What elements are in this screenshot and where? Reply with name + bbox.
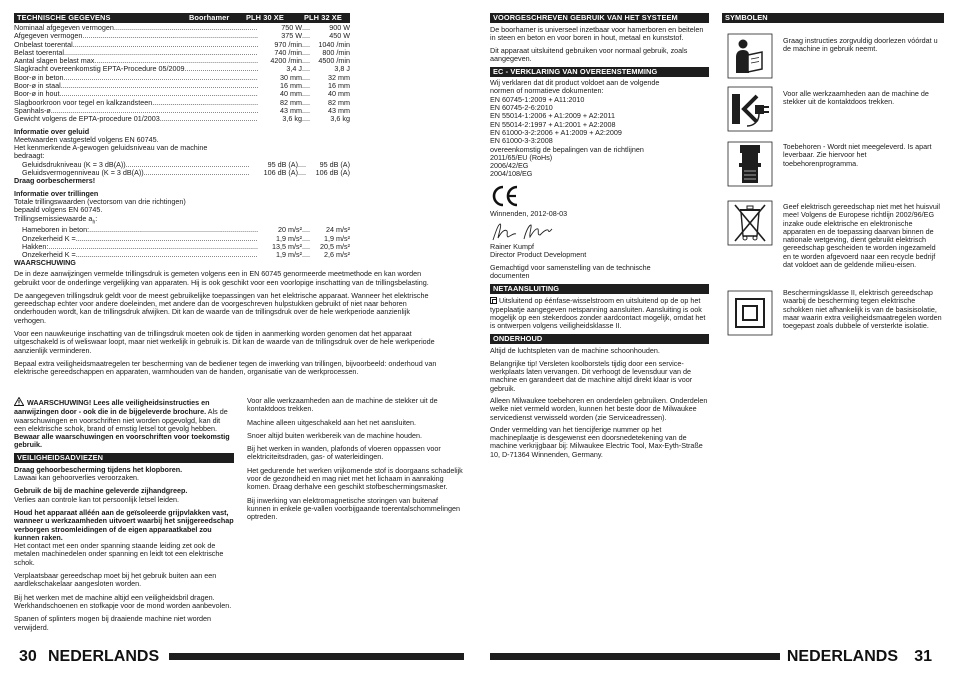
safety-header: VEILIGHEIDSADVIEZEN (14, 453, 234, 463)
vibration-intro (14, 198, 350, 215)
ec-line: 2004/108/EG (490, 169, 533, 179)
safety-item (14, 466, 234, 483)
signer-name: Rainer Kumpf (490, 242, 534, 252)
row-leader (126, 161, 250, 169)
warning-paragraph: Bepaal extra veiligheidsmaatregelen ter bescherming van de bediener tegen de inwerking van trillingen, bijvoorbeeld: onderhoud van elektrische gereedschappen en apparaten, warmhouden van de handen, organisatie van de werkprocessen. (14, 358, 437, 377)
row-label: Spanhals-ø (14, 105, 51, 115)
row-value-1: 970 /min (274, 39, 302, 49)
page-number-left: 30 (19, 648, 37, 665)
row-label: Geluidsvermogenniveau (K = 3 dB(A)) (22, 168, 144, 178)
row-label: Afgegeven vermogen (14, 31, 83, 41)
warning-paragraph: De in deze aanwijzingen vermelde trillingsdruk is gemeten volgens een in EN 60745 genormeerde meetmethode en kan worden gebruikt voor de onderlinge vergelijking van apparaten. Hij is ook geschikt voor een voorlopige inschatting van de trillingsbelasting. (14, 269, 429, 287)
safety-item (14, 487, 234, 504)
left-warning-section (14, 259, 438, 382)
vibration-line: Totale trillingswaarden (vectorsom van drie richtingen) (14, 196, 186, 206)
safety-item-text: Verplaatsbaar gereedschap moet bij het gebruik buiten aan een aardlekschakelaar aangesloten worden. (14, 571, 217, 589)
safety-items-list (14, 466, 234, 632)
row-leader (73, 41, 258, 49)
row-leader-2 (302, 82, 310, 90)
safety-item: Het gedurende het werken vrijkomende stof is doorgaans schadelijk voor de gezondheid en mag niet met het lichaam in aanraking komen. Draag derhalve een geschikt stofbeschermingsmasker. (247, 465, 463, 492)
doc-auth-line: documenten (490, 270, 530, 280)
tech-data-header (14, 13, 350, 23)
symbols-header: SYMBOLEN (722, 13, 944, 23)
safety-item-bold: Gebruik de bij de machine geleverde zijhandgreep. (14, 486, 188, 496)
signature (490, 221, 709, 243)
symbol-text-class-ii: Beschermingsklasse II, elektrisch gereedschap waarbij de bescherming tegen elektrische schokken niet afhankelijk is van de basisisolatie, maar waarin extra veiligheidsmaatregelen worden toegepast zoals dubbele of versterkte isolatie. (783, 288, 942, 331)
safety-item: Voor alle werkzaamheden aan de machine de stekker uit de kontaktdoos trekken. (247, 396, 438, 414)
warning-paragraphs (14, 270, 438, 376)
ec-line: EN 61000-3-3:2008 (490, 136, 553, 146)
row-leader (64, 74, 258, 82)
left-safety-column-1 (14, 397, 234, 637)
row-label: Slagkracht overeenkomstig EPTA-Procedure 05/2009 (14, 64, 185, 74)
intended-use-paragraph: Dit apparaat uitsluitend gebruiken voor normaal gebruik, zoals aangegeven. (490, 45, 688, 63)
safety-item (14, 594, 234, 611)
row-leader (144, 169, 250, 177)
warning-paragraph: De aangegeven trillingsdruk geldt voor de meest gebruikelijke toepassingen van het elektrische apparaat. Wanneer het elektrische gereedschap echter voor andere doeleinden, met andere dan de voorgeschreven hulpstukken gebruikt of niet naar behoren onderhouden wordt, kan de trillingsdruk afwijken. Dit kan de waarde van de trillingsdruk over de hele werkperiode aanzienlijk verhogen. (14, 290, 429, 325)
read-manual-icon (727, 33, 773, 79)
noise-title: Informatie over geluid (14, 126, 90, 136)
data-row (14, 115, 350, 123)
page-number-right: 31 (914, 648, 932, 665)
row-value-2: 1,9 m/s² (324, 233, 350, 243)
noise-intro (14, 136, 350, 161)
row-leader-2 (302, 57, 310, 65)
symbol-text-weee: Geef elektrisch gereedschap niet met het huisvuil mee! Volgens de Europese richtlijn 2002/96/EG inzake oude elektrische en elektronische apparaten en de toepassing daarvan binnen de nationale wetgeving, dient gebruikt elektrisch gereedschap gescheiden te worden ingezameld en te worden afgevoerd naar een recycle bedrijf dat voldoet aan de geldende milieu-eisen. (783, 202, 941, 270)
symbol-text-read-manual: Graag instructies zorgvuldig doorlezen vóórdat u de machine in gebruik neemt. (783, 36, 938, 54)
ce-mark-icon (490, 185, 520, 207)
row-value-1: 30 mm (280, 72, 302, 82)
noise-line: Het kenmerkende A-gewogen geluidsniveau van de machine (14, 143, 208, 153)
row-value-2: 40 mm (328, 89, 350, 99)
row-leader-2 (298, 169, 306, 177)
row-label: Aantal slagen belast max. (14, 56, 97, 66)
safety-item: Machine alleen uitgeschakeld aan het net aansluiten. (247, 417, 417, 427)
safety-item (14, 615, 234, 632)
safety-item-text: Lawaai kan gehoorverlies veroorzaken. (14, 473, 140, 483)
language-label-right: NEDERLANDS (786, 648, 898, 665)
row-value-1: 375 W (281, 31, 302, 41)
row-value-1: 1,9 m/s² (276, 233, 302, 243)
row-leader-2 (302, 32, 310, 40)
row-value-1: 750 W (281, 23, 302, 32)
place-date: Winnenden, 2012-08-03 (490, 208, 568, 218)
safety-item: Bij inwerking van elektromagnetische storingen van buitenaf kunnen in enkele ge-vallen voorbijgaande toerentalschommelingen optreden. (247, 495, 460, 522)
maintenance-header: ONDERHOUD (490, 334, 709, 344)
row-leader (76, 235, 258, 243)
symbol-text-accessory: Toebehoren - Wordt niet meegeleverd. Is apart leverbaar. Zie hiervoor het toebehorenprogramma. (783, 142, 932, 168)
ec-line: normen of normatieve dokumenten: (490, 86, 604, 96)
row-leader-2 (302, 65, 310, 73)
right-column-main (490, 13, 709, 463)
spec-table (14, 24, 350, 124)
safety-item-text: Spanen of splinters mogen bij draaiende machine niet worden verwijderd. (14, 614, 211, 632)
ec-line: 2006/42/EG (490, 161, 529, 171)
tech-data-col-tool: Boorhamer (189, 13, 230, 22)
row-value-2: 450 W (329, 31, 350, 41)
maintenance-text (490, 347, 709, 459)
row-value-2: 4500 /min (318, 56, 350, 66)
row-leader-2 (302, 235, 310, 243)
ec-line: EN 55014-1:2006 + A1:2009 + A2:2011 (490, 111, 615, 121)
row-leader-2 (302, 24, 310, 32)
doc-auth-line: Gemachtigd voor samenstelling van de technische (490, 262, 651, 272)
maintenance-paragraph: Onder vermelding van het tiencijferige nummer op het machineplaatje is desgewenst een doorsnedetekening van de machine verkrijgbaar bij: Milwaukee Electric Tool, Max-Eyth-Straße 10, D-71364 Winnenden, Germany. (490, 424, 703, 459)
ce-mark (490, 185, 709, 207)
row-value-2: 82 mm (328, 97, 350, 107)
noise-line: Meetwaarden vastgesteld volgens EN 60745. (14, 134, 159, 144)
warning-paragraph: Voor een nauwkeurige inschatting van de trillingsdruk moeten ook de tijden in aanmerking worden genomen dat het apparaat uitgeschakeld is of weliswaar loopt, maar niet werkelijk in gebruik is. Dit kan de waarde van de trillingsdruk over de hele werkperiode aanzienlijk verminderen. (14, 329, 435, 355)
intended-use-text (490, 26, 709, 63)
vibration-emission-label: Trillingsemissiewaarde $a_h$: (14, 213, 98, 225)
ec-line: overeenkomstig de bepalingen van de richtlijnen (490, 144, 644, 154)
row-leader (89, 226, 258, 234)
documentation-authority (490, 264, 709, 281)
row-value-2: 106 dB (A) (315, 168, 350, 178)
row-label: Geluidsdrukniveau (K = 3 dB(A)) (22, 159, 126, 169)
row-value-1: 20 m/s² (278, 225, 302, 235)
row-leader (61, 82, 258, 90)
row-leader-2 (302, 115, 310, 123)
right-symbols-column (722, 13, 944, 23)
row-label: Boor-ø in beton (14, 72, 64, 82)
unplug-icon (727, 86, 773, 132)
noise-line: bedraagt: (14, 151, 45, 161)
row-label: Onzekerheid K = (22, 250, 76, 260)
left-column-specs (14, 13, 350, 259)
safety-item-text: Het contact met een onder spanning staande leiding zet ook de metalen machinedelen onder spanning en leidt tot een elektrische schok. (14, 541, 224, 567)
row-label: Hameboren in beton: (22, 225, 90, 235)
signer-title: Director Product Development (490, 250, 587, 260)
row-value-1: 1,9 m/s² (276, 250, 302, 260)
safety-item: Snoer altijd buiten werkbereik van de machine houden. (247, 430, 423, 440)
safety-warning-intro: WAARSCHUWING! Lees alle veiligheidsinstructies en aanwijzingen door - ook die in de bijgeleverde brochure. Als de waarschuwingen en voorschriften niet worden opgevolgd, kan dit een elektrische schok, brand of ernstig letsel tot gevolg hebben. Bewaar alle waarschuwingen en voorschriften voor toekomstig gebruik. (14, 398, 230, 450)
row-value-2: 16 mm (328, 81, 350, 91)
row-value-2: 95 dB (A) (319, 159, 350, 169)
row-value-2: 24 m/s² (326, 225, 350, 235)
row-leader-2 (302, 107, 310, 115)
noise-table (14, 161, 350, 178)
tech-data-col-model1: PLH 30 XE (246, 13, 284, 22)
row-leader (82, 32, 258, 40)
intended-use-paragraph: De boorhamer is universeel inzetbaar voor hamerboren en beitelen in steen en beton en voor boren in hout, metaal en kunststof. (490, 25, 704, 43)
vibration-table (14, 226, 350, 259)
class-ii-small-icon (490, 297, 497, 304)
class-ii-icon (727, 290, 773, 336)
row-value-2: 32 mm (328, 72, 350, 82)
safety-items-list-2 (247, 397, 463, 522)
row-value-1: 82 mm (280, 97, 302, 107)
row-leader (152, 99, 258, 107)
row-leader-2 (302, 226, 310, 234)
ec-line: EN 61000-3-2:2006 + A1:2009 + A2:2009 (490, 127, 622, 137)
row-leader-2 (302, 243, 310, 251)
safety-item (14, 509, 234, 567)
row-leader (184, 65, 258, 73)
vibration-title: Informatie over trillingen (14, 188, 99, 198)
ec-line: EN 60745-2-6:2010 (490, 103, 553, 113)
right-footer (490, 648, 942, 666)
left-footer (14, 648, 464, 666)
safety-item: Bij het werken in wanden, plafonds of vloeren oppassen voor elektriciteitsdraden, gas- of waterleidingen. (247, 444, 441, 462)
row-value-2: 20,5 m/s² (320, 241, 350, 251)
footer-rule-left (169, 653, 464, 660)
language-label-left: NEDERLANDS (48, 648, 160, 665)
row-value-2: 900 W (329, 23, 350, 32)
row-leader (48, 243, 258, 251)
maintenance-paragraph: Alleen Milwaukee toebehoren en onderdelen gebruiken. Onderdelen welke niet vermeld worden, kunnen het beste door de Milwaukee servicedienst verwisseld worden (zie Serviceadressen). (490, 395, 708, 422)
row-value-2: 1040 /min (318, 39, 350, 49)
row-value-1: 13,5 m/s² (272, 241, 302, 251)
net-text: Uitsluitend op éénfase-wisselstroom en uitsluitend op de op het typeplaatje aangegeven netspanning aansluiten. Aansluiting is ook mogelijk op een stekerdoos zonder aardcontact mogelijk, omdat het is ontwerpen volgens veiligheidsklasse II. (490, 296, 706, 331)
row-value-1: 95 dB (A) (267, 159, 298, 169)
safety-item-text: Bij het werken met de machine altijd een veiligheidsbril dragen. Werkhandschoenen en stofkapje voor de mond worden aanbevolen. (14, 592, 232, 610)
safety-item-text: Verlies aan controle kan tot persoonlijk letsel leiden. (14, 494, 180, 504)
row-leader-2 (302, 41, 310, 49)
maintenance-paragraph: Altijd de luchtspleten van de machine schoonhouden. (490, 346, 660, 356)
ec-line: EN 60745-1:2009 + A11:2010 (490, 94, 585, 104)
net-header: NETAANSLUITING (490, 284, 709, 294)
row-value-1: 3,6 kg (282, 114, 302, 124)
row-value-2: 3,8 J (334, 64, 350, 74)
row-value-1: 106 dB (A) (263, 168, 298, 178)
row-label: Slagboorkroon voor tegel en kalkzandsteen (14, 97, 153, 107)
row-value-2: 2,6 m/s² (324, 250, 350, 260)
row-value-1: 16 mm (280, 81, 302, 91)
safety-item (14, 572, 234, 589)
row-value-1: 4200 /min (270, 56, 302, 66)
row-label: Boor-ø in staal (14, 81, 61, 91)
row-label: Nominaal afgegeven vermogen (14, 23, 114, 32)
row-value-1: 3,4 J (286, 64, 302, 74)
safety-item-bold: Draag gehoorbescherming tijdens het klopboren. (14, 464, 183, 474)
row-label: Hakken: (22, 241, 49, 251)
row-value-2: 43 mm (328, 105, 350, 115)
row-label: Boor-ø in hout (14, 89, 60, 99)
row-label: Belast toerental (14, 47, 64, 57)
row-leader-2 (302, 74, 310, 82)
row-leader (160, 115, 258, 123)
ec-line: Wij verklaren dat dit product voldoet aan de volgende (490, 78, 660, 88)
ec-line: EN 55014-2:1997 + A1:2001 + A2:2008 (490, 119, 616, 129)
warning-title: WAARSCHUWING (14, 258, 76, 267)
maintenance-paragraph: Belangrijke tip! Versleten koolborstels tijdig door een service-werkplaats laten vervangen. Dit verhoogt de levensduur van de machine en garandeert dat de machine altijd direkt klaar is voor gebruik. (490, 358, 693, 393)
row-leader-2 (298, 161, 306, 169)
ec-header: EC - VERKLARING VAN OVEREENSTEMMING (490, 67, 709, 77)
row-label: Gewicht volgens de EPTA-procedure 01/2003 (14, 114, 160, 124)
footer-rule-right (490, 653, 780, 660)
row-value-1: 43 mm (280, 105, 302, 115)
row-leader-2 (302, 49, 310, 57)
row-leader-2 (302, 99, 310, 107)
safety-item-bold: Houd het apparaat alléén aan de geïsoleerde grijpvlakken vast, wanneer u werkzaamheden uitvoert waarbij het snijgereedschap verborgen stroomleidingen of de eigen apparaatkabel zou kunnen raken. (14, 507, 234, 542)
symbol-text-unplug: Voor alle werkzaamheden aan de machine de stekker uit de kontaktdoos trekken. (783, 89, 929, 107)
ec-declaration-text (490, 79, 709, 179)
left-safety-column-2 (247, 397, 463, 527)
row-leader (114, 24, 258, 32)
row-value-1: 40 mm (280, 89, 302, 99)
weee-bin-icon (727, 200, 773, 246)
tech-data-col-model2: PLH 32 XE (304, 13, 342, 22)
signature-icon (490, 221, 560, 243)
accessory-icon (727, 141, 773, 187)
intended-use-header: VOORGESCHREVEN GEBRUIK VAN HET SYSTEEM (490, 13, 709, 23)
row-label: Onbelast toerental (14, 39, 73, 49)
row-leader-2 (302, 90, 310, 98)
tech-data-title: TECHNISCHE GEGEVENS (17, 13, 111, 22)
row-value-1: 740 /min (274, 47, 302, 57)
ec-line: 2011/65/EU (RoHs) (490, 152, 553, 162)
row-value-2: 800 /min (322, 47, 350, 57)
row-value-2: 3,6 kg (330, 114, 350, 124)
ear-protection-note: Draag oorbeschermers! (14, 176, 96, 186)
row-label: Onzekerheid K = (22, 233, 76, 243)
vibration-line: bepaald volgens EN 60745. (14, 205, 103, 215)
